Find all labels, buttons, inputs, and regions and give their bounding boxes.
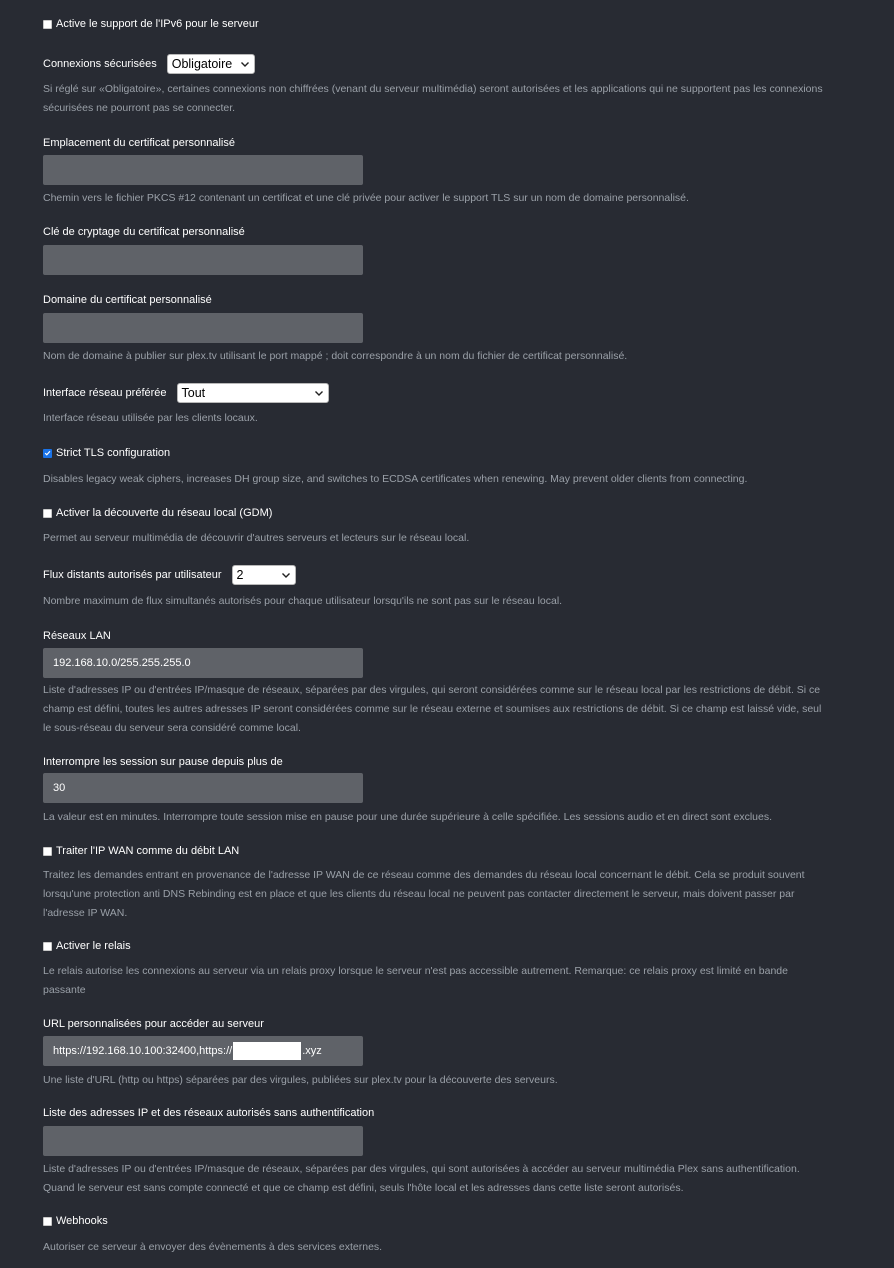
remote-streams-label: Flux distants autorisés par utilisateur	[43, 569, 222, 581]
cert-key-label: Clé de cryptage du certificat personnalisé	[43, 226, 245, 238]
preferred-interface-help: Interface réseau utilisée par les clients locaux.	[43, 412, 258, 424]
webhooks-checkbox[interactable]	[43, 1217, 52, 1226]
ipv6-label: Active le support de l'IPv6 pour le serveur	[56, 18, 259, 30]
strict-tls-setting[interactable]	[43, 446, 854, 460]
lan-networks-input[interactable]: 192.168.10.0/255.255.255.0	[43, 648, 363, 678]
preferred-interface-select[interactable]	[177, 383, 329, 403]
custom-urls-value-prefix: https://192.168.10.100:32400,https://	[53, 1045, 233, 1057]
secure-connections-value: Obligatoire	[171, 57, 233, 71]
cert-location-field-wrap	[43, 155, 854, 185]
cert-location-label: Emplacement du certificat personnalisé	[43, 137, 235, 149]
webhooks-label: Webhooks	[56, 1215, 108, 1227]
ipv6-setting[interactable]	[43, 17, 854, 31]
preferred-interface-label: Interface réseau préférée	[43, 387, 167, 399]
relay-help: Le relais autorise les connexions au serveur via un relais proxy lorsque le serveur n'est pas accessible autrement. Remarque: ce relais proxy est limité en bande passante	[43, 965, 788, 996]
cert-key-field-wrap	[43, 245, 854, 275]
chevron-down-icon	[281, 570, 291, 580]
gdm-setting[interactable]	[43, 506, 854, 520]
remote-streams-help: Nombre maximum de flux simultanés autorisés pour chaque utilisateur lorsqu'ils ne sont pas sur le réseau local.	[43, 595, 563, 607]
lan-networks-field-wrap	[43, 648, 854, 678]
wan-as-lan-checkbox[interactable]	[43, 847, 52, 856]
lan-networks-label: Réseaux LAN	[43, 630, 111, 642]
allowed-networks-help: Liste d'adresses IP ou d'entrées IP/masque de réseaux, séparées par des virgules, qui sont autorisées à accéder au serveur multimédia Plex sans authentification. Quand le serveur est sans compte connecté et que ce champ est défini, seuls l'hôte local et les adresses dans cette liste seront autorisés.	[43, 1163, 800, 1194]
custom-urls-input[interactable]	[43, 1036, 363, 1066]
redacted-block	[233, 1042, 301, 1060]
wan-as-lan-setting[interactable]	[43, 844, 854, 858]
strict-tls-help: Disables legacy weak ciphers, increases DH group size, and switches to ECDSA certificates when renewing. May prevent older clients from connecting.	[43, 473, 748, 485]
allowed-networks-input[interactable]	[43, 1126, 363, 1156]
gdm-help: Permet au serveur multimédia de découvrir d'autres serveurs et lecteurs sur le réseau local.	[43, 532, 470, 544]
pause-timeout-field-wrap	[43, 773, 854, 803]
gdm-label: Activer la découverte du réseau local (GDM)	[56, 507, 273, 519]
allowed-networks-label: Liste des adresses IP et des réseaux autorisés sans authentification	[43, 1107, 375, 1119]
strict-tls-checkbox[interactable]	[43, 449, 52, 458]
webhooks-help: Autoriser ce serveur à envoyer des évènements à des services externes.	[43, 1241, 383, 1253]
strict-tls-label: Strict TLS configuration	[56, 447, 171, 459]
secure-connections-help: Si réglé sur «Obligatoire», certaines connexions non chiffrées (venant du serveur multimédia) seront autorisées et les applications qui ne supportent pas les connexions sécurisées ne pourront pas se connecter.	[43, 83, 823, 114]
secure-connections-label: Connexions sécurisées	[43, 58, 157, 70]
remote-streams-value: 2	[236, 568, 244, 582]
custom-urls-field-wrap	[43, 1036, 854, 1066]
chevron-down-icon	[240, 59, 250, 69]
relay-checkbox[interactable]	[43, 942, 52, 951]
cert-domain-help: Nom de domaine à publier sur plex.tv utilisant le port mappé ; doit correspondre à un nom du fichier de certificat personnalisé.	[43, 350, 628, 362]
wan-as-lan-help: Traitez les demandes entrant en provenance de l'adresse IP WAN de ce réseau comme des demandes du réseau local concernant le débit. Cela se produit souvent lorsqu'une protection anti DNS Rebinding est en place et que les clients du réseau local ne peuvent pas contacter directement le serveur, mais doivent passer par l'adresse IP WAN.	[43, 869, 805, 919]
cert-location-help: Chemin vers le fichier PKCS #12 contenant un certificat et une clé privée pour activer le support TLS sur un nom de domaine personnalisé.	[43, 192, 689, 204]
allowed-networks-field-wrap	[43, 1126, 854, 1156]
custom-urls-value-suffix: .xyz	[302, 1045, 322, 1057]
lan-networks-help: Liste d'adresses IP ou d'entrées IP/masque de réseaux, séparées par des virgules, qui seront considérées comme sur le réseau local par les restrictions de débit. Si ce champ est défini, toutes les autres adresses IP seront considérées comme sur le réseau externe et soumises aux restrictions de débit. Si ce champ est laissé vide, seul le sous-réseau du serveur sera considéré comme local.	[43, 684, 822, 734]
ipv6-checkbox[interactable]	[43, 20, 52, 29]
remote-streams-select[interactable]	[232, 565, 296, 585]
wan-as-lan-label: Traiter l'IP WAN comme du débit LAN	[56, 845, 240, 857]
pause-timeout-help: La valeur est en minutes. Interrompre toute session mise en pause pour une durée supérieure à celle spécifiée. Les sessions audio et en direct sont exclues.	[43, 811, 773, 823]
webhooks-setting[interactable]	[43, 1214, 854, 1228]
custom-urls-label: URL personnalisées pour accéder au serveur	[43, 1018, 264, 1030]
pause-timeout-input[interactable]: 30	[43, 773, 363, 803]
cert-domain-field-wrap	[43, 313, 854, 343]
cert-location-input[interactable]	[43, 155, 363, 185]
preferred-interface-setting	[43, 383, 854, 403]
secure-connections-setting	[43, 54, 854, 74]
cert-domain-label: Domaine du certificat personnalisé	[43, 294, 212, 306]
relay-label: Activer le relais	[56, 940, 131, 952]
secure-connections-select[interactable]	[167, 54, 255, 74]
relay-setting[interactable]	[43, 939, 854, 953]
cert-domain-input[interactable]	[43, 313, 363, 343]
preferred-interface-value: Tout	[181, 386, 206, 400]
custom-urls-help: Une liste d'URL (http ou https) séparées par des virgules, publiées sur plex.tv pour la découverte des serveurs.	[43, 1074, 558, 1086]
remote-streams-setting	[43, 565, 854, 585]
check-icon	[44, 449, 51, 457]
pause-timeout-label: Interrompre les session sur pause depuis plus de	[43, 756, 283, 768]
chevron-down-icon	[314, 388, 324, 398]
cert-key-input[interactable]	[43, 245, 363, 275]
gdm-checkbox[interactable]	[43, 509, 52, 518]
